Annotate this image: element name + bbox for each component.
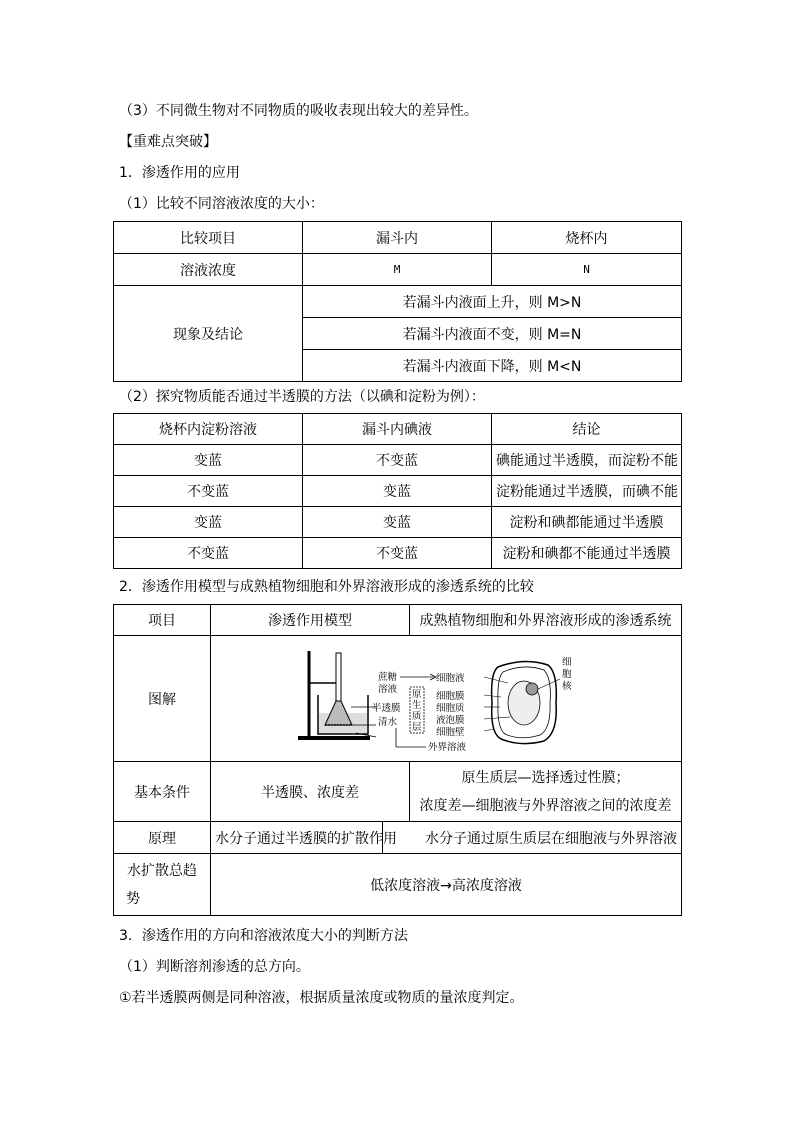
cond-line-1: 原生质层—选择透过性膜； — [461, 769, 630, 786]
label-nucleus-1: 细 — [562, 656, 572, 668]
table-cell: M — [303, 254, 492, 286]
table-cell — [114, 854, 211, 916]
table-header: 比较项目 — [114, 222, 303, 254]
table-header: 烧杯内 — [492, 222, 682, 254]
table-cell: 变蓝 — [303, 507, 492, 538]
label-proto-4: 层 — [412, 721, 422, 733]
para-method: （2）探究物质能否通过半透膜的方法（以碘和淀粉为例）： — [119, 389, 485, 405]
table-cell: 变蓝 — [114, 507, 303, 538]
table-cell: 溶液浓度 — [114, 254, 303, 286]
table-cell: 不变蓝 — [303, 538, 492, 569]
table-cell: 原理 — [114, 822, 211, 854]
table-header: 漏斗内 — [303, 222, 492, 254]
label-external: 外界溶液 — [428, 741, 467, 751]
table-cell: 半透膜、浓度差 — [211, 762, 410, 822]
table-cell: 水分子通过原生质层在细胞液与外界溶液 — [383, 822, 682, 854]
table-cell: 变蓝 — [303, 476, 492, 507]
nucleus-shape — [526, 683, 538, 695]
para-compare: （1）比较不同溶液浓度的大小： — [119, 196, 324, 212]
diagram-cell — [211, 636, 682, 762]
para-rule-1: ①若半透膜两侧是同种溶液，根据质量浓度或物质的量浓度判定。 — [119, 990, 524, 1006]
label-cell-wall: 细胞壁 — [436, 726, 465, 738]
label-nucleus-3: 核 — [562, 680, 572, 692]
table-header: 烧杯内淀粉溶液 — [114, 414, 303, 445]
table-cell: 低浓度溶液→高浓度溶液 — [211, 854, 682, 916]
cond-line-2: 浓度差—细胞液与外界溶液之间的浓度差 — [419, 797, 672, 814]
stand-base — [298, 736, 370, 740]
label-solution: 溶液 — [378, 683, 398, 695]
label-water: 清水 — [378, 716, 398, 728]
table-cell: 淀粉能通过半透膜，而碘不能 — [492, 476, 682, 507]
label-proto-1: 原 — [412, 688, 422, 700]
funnel-tube — [336, 653, 341, 703]
table-cell: 若漏斗内液面上升，则 M>N — [303, 286, 682, 318]
table-cell: 不变蓝 — [303, 445, 492, 476]
label-cytoplasm: 细胞质 — [436, 702, 465, 714]
label-sucrose: 蔗糖 — [378, 671, 398, 683]
table-header: 项目 — [114, 605, 211, 636]
section-heading: 【重难点突破】 — [119, 134, 217, 150]
label-vacuole-membrane: 液泡膜 — [436, 714, 465, 726]
table-cell: 淀粉和碘都不能通过半透膜 — [492, 538, 682, 569]
table-cell: 现象及结论 — [114, 286, 303, 382]
table-header: 结论 — [492, 414, 682, 445]
table-cell: 水分子通过半透膜的扩散作用 — [211, 822, 383, 854]
table-header: 渗透作用模型 — [211, 605, 410, 636]
label-proto-3: 质 — [412, 710, 422, 722]
table-cell: N — [492, 254, 682, 286]
table-cell: 碘能通过半透膜，而淀粉不能 — [492, 445, 682, 476]
label-nucleus-2: 胞 — [562, 668, 572, 680]
table-header: 漏斗内碘液 — [303, 414, 492, 445]
table-cell: 变蓝 — [114, 445, 303, 476]
table-cell: 图解 — [114, 636, 211, 762]
trend-label-2: 势 — [126, 890, 140, 907]
label-cell-membrane: 细胞膜 — [436, 690, 465, 702]
table-osmosis-compare — [113, 604, 682, 916]
table-concentration — [113, 221, 682, 382]
osmosis-diagram — [296, 643, 596, 751]
table-header: 成熟植物细胞和外界溶液形成的渗透系统 — [410, 605, 682, 636]
table-cell: 不变蓝 — [114, 538, 303, 569]
table-cell — [410, 762, 682, 822]
label-membrane: 半透膜 — [372, 702, 401, 714]
para-direction: （1）判断溶剂渗透的总方向。 — [119, 959, 310, 975]
label-proto-2: 生 — [412, 699, 422, 711]
subheading-2: 2．渗透作用模型与成熟植物细胞和外界溶液形成的渗透系统的比较 — [119, 579, 534, 595]
table-cell: 基本条件 — [114, 762, 211, 822]
label-cell-sap: 细胞液 — [436, 672, 465, 684]
para-1: （3）不同微生物对不同物质的吸收表现出较大的差异性。 — [119, 103, 478, 119]
table-cell: 不变蓝 — [114, 476, 303, 507]
table-starch-iodine — [113, 413, 682, 569]
subheading-1: 1．渗透作用的应用 — [119, 165, 240, 181]
table-cell: 若漏斗内液面下降，则 M<N — [303, 350, 682, 382]
table-cell: 若漏斗内液面不变，则 M=N — [303, 318, 682, 350]
trend-label-1: 水扩散总趋 — [127, 862, 197, 879]
table-cell: 淀粉和碘都能通过半透膜 — [492, 507, 682, 538]
subheading-3: 3．渗透作用的方向和溶液浓度大小的判断方法 — [119, 928, 408, 944]
